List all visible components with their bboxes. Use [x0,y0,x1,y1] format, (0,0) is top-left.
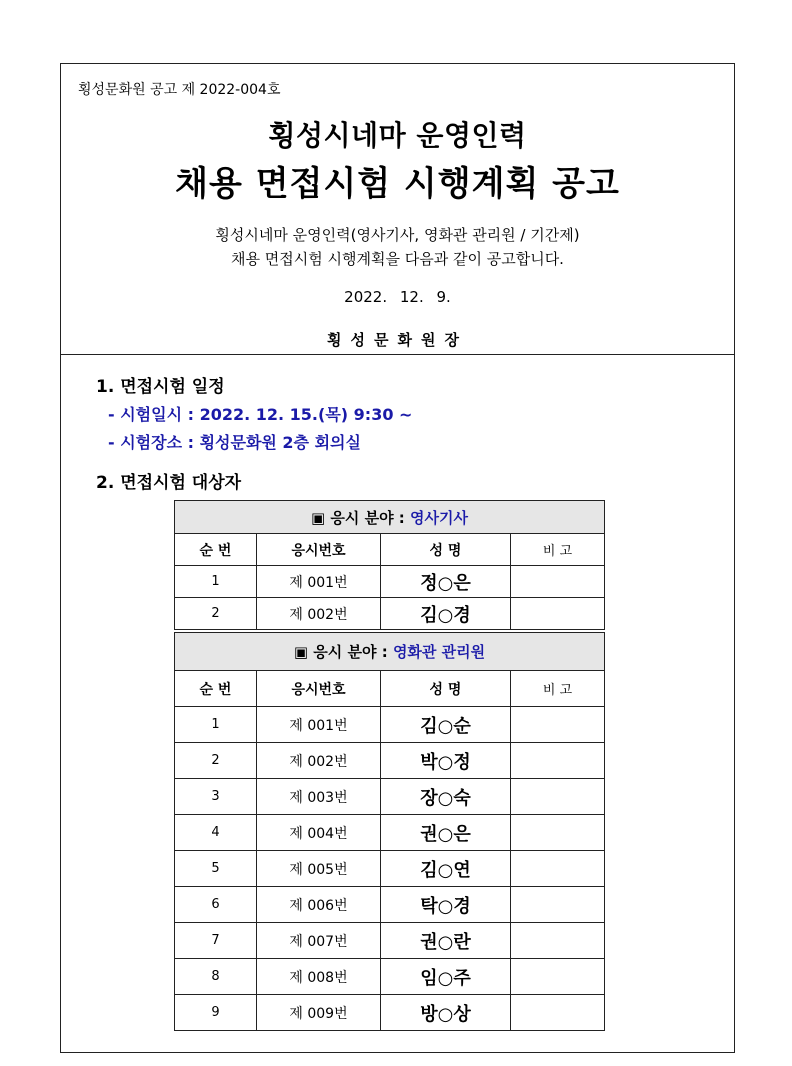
candidate-name: 김○순 [381,707,511,743]
column-header: 성 명 [381,671,511,707]
application-number: 제 002번 [257,743,381,779]
notice-number: 횡성문화원 공고 제 2022-004호 [78,82,281,98]
candidate-name: 김○경 [381,598,511,630]
application-number: 제 006번 [257,887,381,923]
application-number: 제 001번 [257,566,381,598]
row-number: 1 [175,566,257,598]
table-row [175,743,605,779]
column-header: 비 고 [511,534,605,566]
category-prefix: ▣ 응시 분야 : [293,643,388,661]
category-prefix: ▣ 응시 분야 : [310,508,405,527]
candidate-name: 권○은 [381,815,511,851]
intro-line-2: 채용 면접시험 시행계획을 다음과 같이 공고합니다. [231,250,564,268]
application-number: 제 001번 [257,707,381,743]
application-number: 제 007번 [257,923,381,959]
row-number: 5 [175,851,257,887]
table-row [175,707,605,743]
row-number: 3 [175,779,257,815]
title-line-1: 횡성시네마 운영인력 [268,119,527,152]
row-number: 1 [175,707,257,743]
row-number: 4 [175,815,257,851]
column-header: 성 명 [381,534,511,566]
candidate-name: 박○정 [381,743,511,779]
exam-datetime: - 시험일시 : 2022. 12. 15.(목) 9:30 ~ [108,405,413,424]
candidate-name: 김○연 [381,851,511,887]
application-number: 제 004번 [257,815,381,851]
column-header: 응시번호 [257,534,381,566]
table-row [175,995,605,1031]
notice-date: 2022. 12. 9. [344,288,451,306]
note-cell [511,923,605,959]
note-cell [511,566,605,598]
notice-header [61,64,734,355]
exam-location: - 시험장소 : 횡성문화원 2층 회의실 [108,433,361,452]
candidate-name: 장○숙 [381,779,511,815]
category-header [175,633,605,671]
category-name: 영사기사 [410,508,468,527]
section-1-heading: 1. 면접시험 일정 [96,377,225,397]
table-row [175,566,605,598]
intro-line-1: 횡성시네마 운영인력(영사기사, 영화관 관리원 / 기간제) [215,226,580,244]
table-row [175,959,605,995]
application-number: 제 008번 [257,959,381,995]
note-cell [511,815,605,851]
category-name: 영화관 관리원 [392,643,486,661]
candidate-name: 탁○경 [381,887,511,923]
column-header: 비 고 [511,671,605,707]
note-cell [511,851,605,887]
table-row [175,851,605,887]
note-cell [511,598,605,630]
note-cell [511,887,605,923]
table-row [175,779,605,815]
table-row [175,815,605,851]
application-number: 제 003번 [257,779,381,815]
table-row [175,923,605,959]
note-cell [511,743,605,779]
note-cell [511,959,605,995]
signer: 횡성문화원장 [327,331,468,349]
application-number: 제 009번 [257,995,381,1031]
column-header: 순 번 [175,534,257,566]
note-cell [511,995,605,1031]
application-number: 제 002번 [257,598,381,630]
table-row [175,598,605,630]
candidates-table-theater-manager [174,632,605,1031]
candidate-name: 권○란 [381,923,511,959]
row-number: 2 [175,598,257,630]
candidate-name: 방○상 [381,995,511,1031]
table-row [175,887,605,923]
row-number: 7 [175,923,257,959]
note-cell [511,779,605,815]
candidate-name: 임○주 [381,959,511,995]
row-number: 6 [175,887,257,923]
candidate-name: 정○은 [381,566,511,598]
section-2-heading: 2. 면접시험 대상자 [96,473,242,493]
note-cell [511,707,605,743]
candidates-table-projectionist [174,500,605,630]
row-number: 2 [175,743,257,779]
row-number: 8 [175,959,257,995]
notice-document [60,63,735,1053]
column-header: 응시번호 [257,671,381,707]
category-header [175,501,605,534]
column-header: 순 번 [175,671,257,707]
title-line-2: 채용 면접시험 시행계획 공고 [175,164,620,204]
application-number: 제 005번 [257,851,381,887]
row-number: 9 [175,995,257,1031]
